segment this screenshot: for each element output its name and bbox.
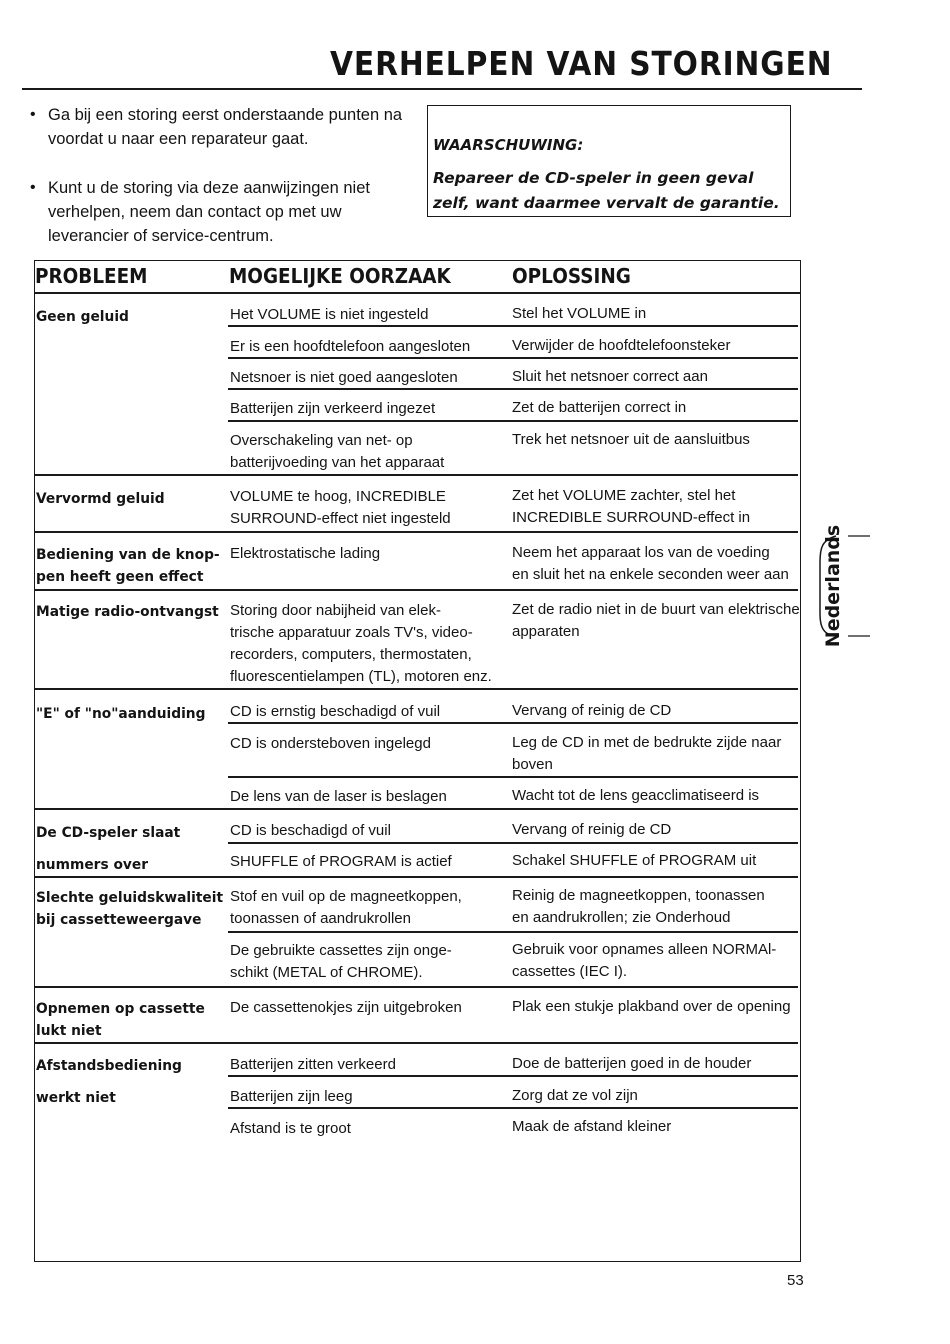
title-rule — [22, 88, 862, 90]
solution-cell: Gebruik voor opnames alleen NORMAl- cassettes (IEC I). — [512, 941, 777, 980]
solution-cell: Zet de batterijen correct in — [512, 399, 687, 416]
solution-cell: Schakel SHUFFLE of PROGRAM uit — [512, 852, 757, 869]
solution-cell: Doe de batterijen goed in de houder — [512, 1055, 752, 1072]
cause-cell: Overschakeling van net- op batterijvoeding van het apparaat — [230, 432, 445, 471]
row-rule — [34, 589, 798, 591]
problem-cell: Vervormd geluid — [36, 491, 165, 507]
cause-cell: Batterijen zijn leeg — [230, 1088, 353, 1105]
cause-cell: Het VOLUME is niet ingesteld — [230, 306, 429, 323]
solution-cell: Sluit het netsnoer correct aan — [512, 368, 708, 385]
problem-cell: De CD-speler slaat — [36, 825, 181, 841]
problem-cell: werkt niet — [36, 1090, 116, 1106]
cause-cell: Stof en vuil op de magneetkoppen, toonassen of aandrukrollen — [230, 888, 462, 927]
language-tab-label: Nederlands — [822, 524, 844, 648]
cause-cell: SHUFFLE of PROGRAM is actief — [230, 853, 452, 870]
row-rule — [228, 776, 798, 778]
warning-title: WAARSCHUWING: — [433, 136, 584, 154]
solution-cell: Neem het apparaat los van de voeding en sluit het na enkele seconden weer aan — [512, 544, 789, 583]
cause-cell: De cassettenokjes zijn uitgebroken — [230, 999, 462, 1016]
solution-cell: Zet de radio niet in de buurt van elektrische apparaten — [512, 601, 800, 640]
row-rule — [34, 531, 798, 533]
solution-cell: Trek het netsnoer uit de aansluitbus — [512, 431, 750, 448]
cause-cell: De lens van de laser is beslagen — [230, 788, 447, 805]
solution-cell: Zorg dat ze vol zijn — [512, 1087, 638, 1104]
cause-cell: Netsnoer is niet goed aangesloten — [230, 369, 458, 386]
cause-cell: Batterijen zitten verkeerd — [230, 1056, 396, 1073]
cause-cell: CD is ernstig beschadigd of vuil — [230, 703, 441, 720]
solution-cell: Plak een stukje plakband over de opening — [512, 998, 791, 1015]
cause-cell: CD is ondersteboven ingelegd — [230, 735, 431, 752]
solution-cell: Maak de afstand kleiner — [512, 1118, 672, 1135]
cause-cell: Er is een hoofdtelefoon aangesloten — [230, 338, 471, 355]
bullet-icon: • — [30, 179, 36, 196]
cause-cell: CD is beschadigd of vuil — [230, 822, 391, 839]
row-rule — [228, 1075, 798, 1077]
row-rule — [34, 474, 798, 476]
intro-bullet-text: Ga bij een storing eerst onderstaande punten na voordat u naar een reparateur gaat. — [48, 106, 403, 148]
cause-cell: De gebruikte cassettes zijn onge- schikt (METAL of CHROME). — [230, 942, 452, 981]
row-rule — [34, 986, 798, 988]
intro-bullet — [30, 103, 428, 151]
solution-cell: Zet het VOLUME zachter, stel het INCREDIBLE SURROUND-effect in — [512, 487, 751, 526]
problem-cell: Afstandsbediening — [36, 1058, 182, 1074]
row-rule — [228, 388, 798, 390]
solution-cell: Wacht tot de lens geacclimatiseerd is — [512, 787, 760, 804]
problem-cell: Opnemen op cassette lukt niet — [36, 1001, 205, 1039]
cause-cell: Storing door nabijheid van elek- trische apparatuur zoals TV's, video- recorders, computers, thermostaten, fluorescentielampen (TL), motoren enz. — [230, 602, 492, 685]
page-number: 53 — [787, 1272, 804, 1289]
problem-cell: nummers over — [36, 857, 149, 873]
row-rule — [34, 808, 798, 810]
solution-cell: Reinig de magneetkoppen, toonassen en aandrukrollen; zie Onderhoud — [512, 887, 765, 926]
row-rule — [34, 876, 798, 878]
column-header-solution: OPLOSSING — [512, 264, 631, 288]
column-header-cause: MOGELIJKE OORZAAK — [229, 264, 451, 288]
problem-cell: Slechte geluidskwaliteit bij cassetteweergave — [36, 890, 224, 928]
row-rule — [34, 688, 798, 690]
row-rule — [228, 722, 798, 724]
problem-cell: Matige radio-ontvangst — [36, 604, 219, 620]
row-rule — [228, 842, 798, 844]
warning-text: Repareer de CD-speler in geen geval zelf, want daarmee vervalt de garantie. — [433, 169, 780, 212]
page-title: VERHELPEN VAN STORINGEN — [330, 44, 833, 83]
intro-bullet-text: Kunt u de storing via deze aanwijzingen niet verhelpen, neem dan contact op met uw leverancier of service-centrum. — [48, 179, 370, 245]
problem-cell: Bediening van de knop- pen heeft geen effect — [36, 547, 220, 585]
solution-cell: Verwijder de hoofdtelefoonsteker — [512, 337, 731, 354]
bullet-icon: • — [30, 106, 36, 123]
row-rule — [228, 931, 798, 933]
header-rule — [34, 292, 801, 294]
column-header-problem: PROBLEEM — [35, 264, 148, 288]
cause-cell: Batterijen zijn verkeerd ingezet — [230, 400, 436, 417]
intro-bullet — [30, 176, 398, 248]
row-rule — [228, 420, 798, 422]
cause-cell: Afstand is te groot — [230, 1120, 351, 1137]
solution-cell: Stel het VOLUME in — [512, 305, 647, 322]
cause-cell: Elektrostatische lading — [230, 545, 381, 562]
solution-cell: Leg de CD in met de bedrukte zijde naar boven — [512, 734, 782, 773]
problem-cell: Geen geluid — [36, 309, 129, 325]
solution-cell: Vervang of reinig de CD — [512, 702, 672, 719]
cause-cell: VOLUME te hoog, INCREDIBLE SURROUND-effect niet ingesteld — [230, 488, 451, 527]
row-rule — [228, 357, 798, 359]
warning-box — [427, 105, 791, 217]
solution-cell: Vervang of reinig de CD — [512, 821, 672, 838]
row-rule — [228, 1107, 798, 1109]
problem-cell: "E" of "no"aanduiding — [36, 706, 206, 722]
row-rule — [228, 325, 798, 327]
row-rule — [34, 1042, 798, 1044]
